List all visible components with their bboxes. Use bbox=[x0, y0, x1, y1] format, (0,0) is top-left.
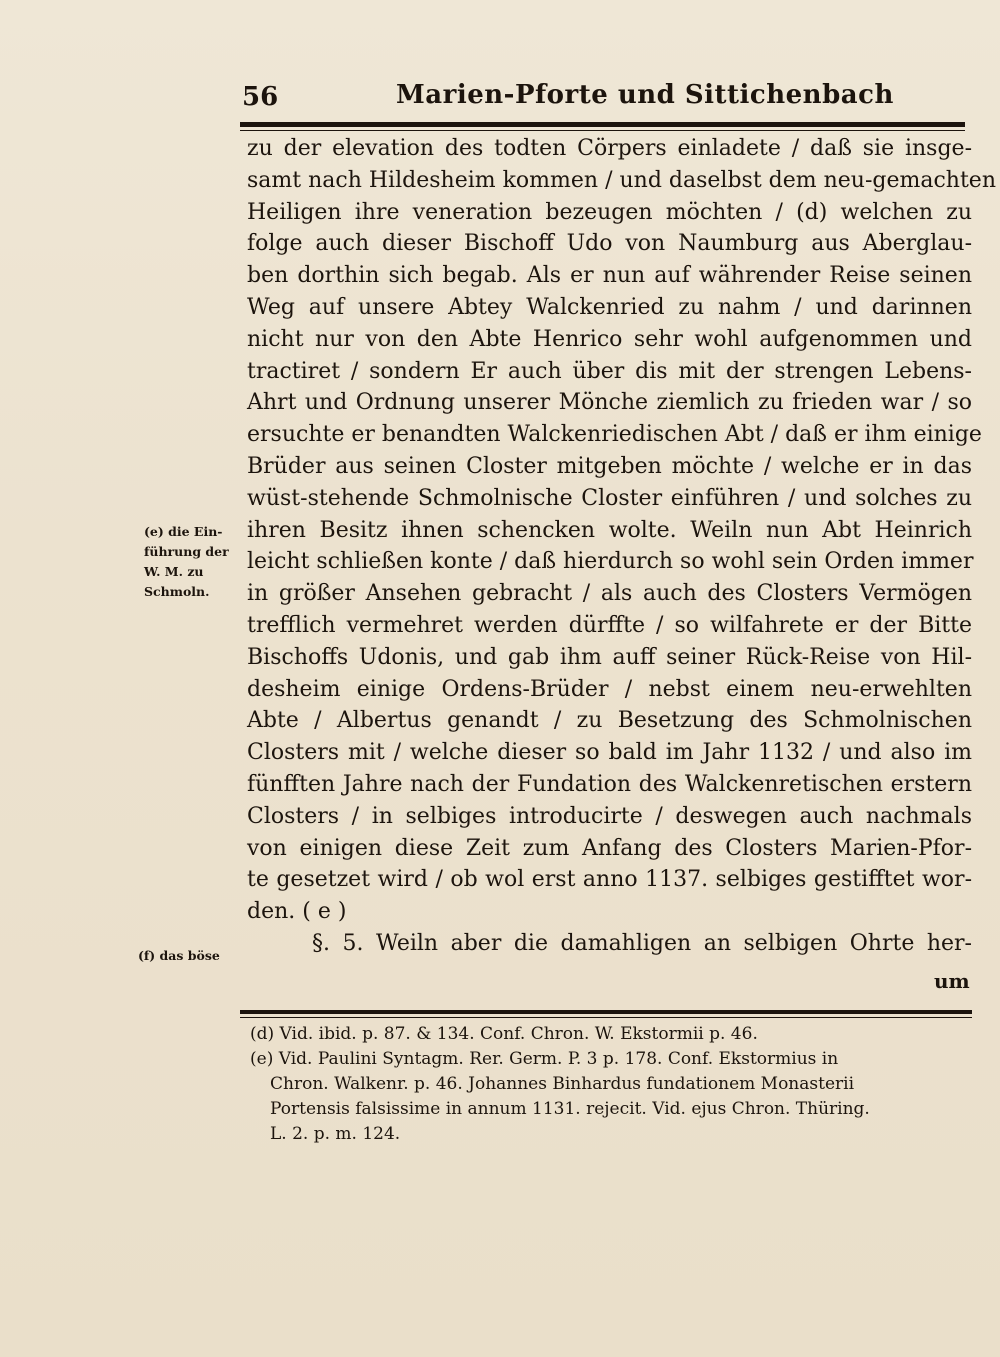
text-line: tractiret / sondern Er auch über dis mit der strengen Lebens- bbox=[247, 358, 972, 384]
text-line: leicht schließen konte / daß hierdurch so wohl sein Orden immer bbox=[247, 549, 974, 575]
text-line: ben dorthin sich begab. Als er nun auf währender Reise seinen bbox=[247, 263, 972, 289]
footnote-e: (e) Vid. Paulini Syntagm. Rer. Germ. P. 3 p. 178. Conf. Ekstormius in bbox=[250, 1049, 839, 1069]
text-line: den. ( e ) bbox=[247, 899, 347, 925]
text-line: in größer Ansehen gebracht / als auch des Closters Vermögen bbox=[247, 581, 972, 607]
text-line: Heiligen ihre veneration bezeugen möchten / (d) welchen zu bbox=[247, 199, 972, 225]
text-line: desheim einige Ordens-Brüder / nebst einem neu-erwehlten bbox=[247, 676, 972, 702]
margin-note-2: (f) das böse bbox=[138, 948, 220, 963]
margin-note bbox=[144, 522, 244, 602]
margin-note-line: W. M. zu bbox=[144, 564, 204, 579]
text-line: te gesetzet wird / ob wol erst anno 1137. selbiges gestifftet wor- bbox=[247, 867, 972, 893]
running-head: Marien-Pforte und Sittichenbach bbox=[396, 80, 894, 110]
text-line: wüst-stehende Schmolnische Closter einführen / und solches zu bbox=[247, 485, 972, 511]
text-line: trefflich vermehret werden dürffte / so wilfahrete er der Bitte bbox=[247, 612, 972, 638]
text-line: von einigen diese Zeit zum Anfang des Closters Marien-Pfor- bbox=[247, 835, 972, 861]
section-start-line: §. 5. Weiln aber die damahligen an selbigen Ohrte her- bbox=[312, 930, 972, 956]
header-rule bbox=[240, 122, 965, 127]
margin-note-line: (e) die Ein- bbox=[144, 524, 223, 539]
footnotes bbox=[250, 1022, 972, 1147]
text-line: ihren Besitz ihnen schencken wolte. Weiln nun Abt Heinrich bbox=[247, 517, 972, 543]
text-line: zu der elevation des todten Cörpers einladete / daß sie insge- bbox=[247, 136, 972, 161]
footnote-e-cont: Chron. Walkenr. p. 46. Johannes Binhardus fundationem Monasterii bbox=[270, 1074, 855, 1094]
text-line: ersuchte er benandten Walckenriedischen Abt / daß er ihm einige bbox=[247, 422, 982, 448]
page-number: 56 bbox=[242, 82, 279, 112]
margin-note-line: Schmoln. bbox=[144, 584, 210, 599]
text-line: Brüder aus seinen Closter mitgeben möchte / welche er in das bbox=[247, 453, 972, 479]
catchword: um bbox=[934, 969, 970, 993]
text-line: Ahrt und Ordnung unserer Mönche ziemlich zu frieden war / so bbox=[247, 390, 972, 416]
text-line: Closters / in selbiges introducirte / deswegen auch nachmals bbox=[247, 803, 972, 829]
text-line: nicht nur von den Abte Henrico sehr wohl aufgenommen und bbox=[247, 326, 972, 352]
text-line: folge auch dieser Bischoff Udo von Naumburg aus Aberglau- bbox=[247, 231, 972, 257]
text-line: Weg auf unsere Abtey Walckenried zu nahm / und darinnen bbox=[247, 294, 972, 320]
footnote-e-cont: Portensis falsissime in annum 1131. rejecit. Vid. ejus Chron. Thüring. bbox=[270, 1099, 870, 1119]
margin-note-line: führung der bbox=[144, 544, 229, 559]
text-line: Abte / Albertus genandt / zu Besetzung des Schmolnischen bbox=[247, 708, 972, 734]
footnote-rule bbox=[240, 1010, 972, 1014]
footnote-e-cont: L. 2. p. m. 124. bbox=[270, 1124, 401, 1144]
header-rule-thin bbox=[240, 130, 965, 131]
text-line: samt nach Hildesheim kommen / und daselbst dem neu-gemachten bbox=[247, 167, 996, 193]
footnote-rule-thin bbox=[240, 1017, 972, 1018]
text-line: Closters mit / welche dieser so bald im Jahr 1132 / und also im bbox=[247, 740, 972, 766]
text-line: fünfften Jahre nach der Fundation des Walckenretischen erstern bbox=[247, 771, 972, 797]
text-line: Bischoffs Udonis, und gab ihm auff seiner Rück-Reise von Hil- bbox=[247, 644, 972, 670]
page-header bbox=[236, 78, 976, 122]
footnote-d: (d) Vid. ibid. p. 87. & 134. Conf. Chron. W. Ekstormii p. 46. bbox=[250, 1024, 758, 1044]
main-text bbox=[247, 133, 996, 960]
